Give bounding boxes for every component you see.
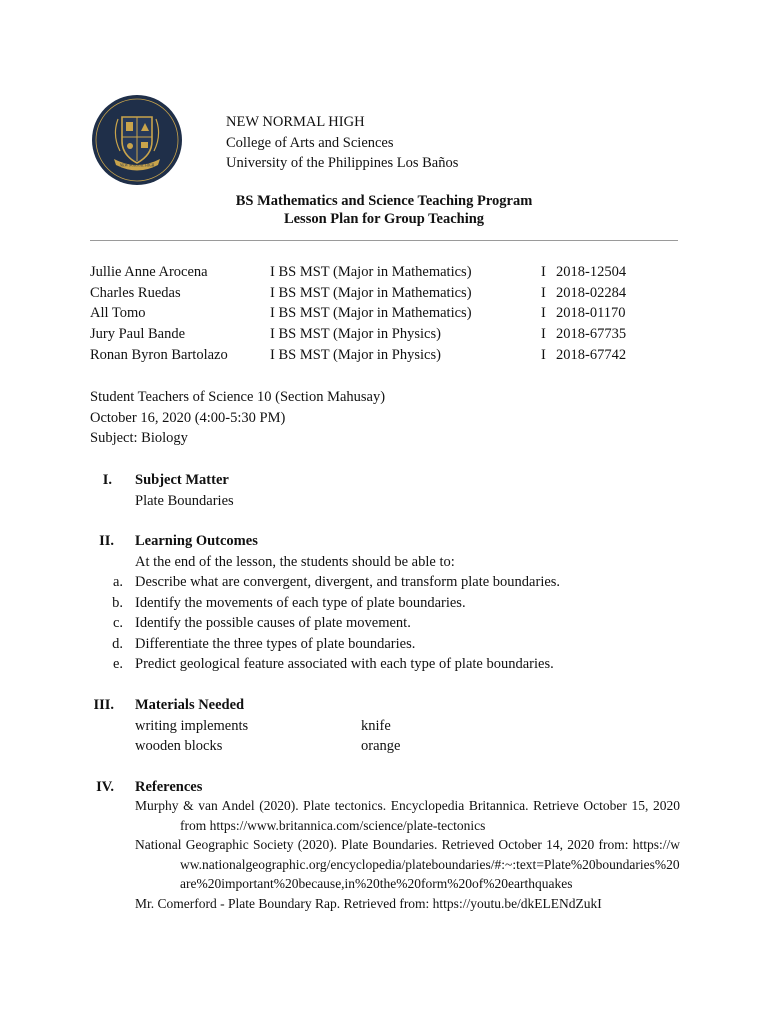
header-divider	[90, 240, 678, 241]
material-item: wooden blocks	[135, 738, 223, 754]
members-list	[90, 264, 690, 367]
member-name: Jullie Anne Arocena	[90, 264, 208, 280]
member-id: 2018-01170	[556, 305, 626, 322]
program-text: BS MST (Major in Physics)	[278, 346, 441, 363]
separator: I	[270, 326, 275, 343]
section-title: Materials Needed	[135, 697, 245, 713]
list-item	[112, 634, 695, 655]
separator: I	[270, 305, 275, 322]
list-item	[112, 654, 695, 675]
member-name: Ronan Byron Bartolazo	[90, 346, 228, 363]
separator: I	[541, 264, 546, 280]
reference-item: Murphy & van Andel (2020). Plate tectonics. Encyclopedia Britannica. Retrieve October 15, 2020 from https://www.britannica.com/science/plate-tectonics	[135, 798, 680, 833]
item-text: Identify the possible causes of plate movement.	[135, 615, 411, 631]
section-title: Learning Outcomes	[135, 533, 258, 549]
subject-line: Subject: Biology	[90, 430, 188, 446]
material-item: writing implements	[135, 717, 249, 734]
member-row	[90, 264, 690, 285]
program-text: BS MST (Major in Mathematics)	[278, 264, 472, 280]
section-number: II.	[99, 533, 114, 549]
college-name: College of Arts and Sciences	[226, 134, 394, 151]
section-number: I.	[102, 472, 112, 488]
material-item: orange	[361, 738, 401, 754]
item-text: Identify the movements of each type of plate boundaries.	[135, 594, 466, 611]
reference-item: Mr. Comerford - Plate Boundary Rap. Retrieved from: https://youtu.be/dkELENdZukI	[135, 895, 602, 911]
list-item	[112, 572, 695, 593]
separator: I	[270, 346, 275, 363]
section-body	[135, 716, 695, 757]
university-name: University of the Philippines Los Baños	[226, 155, 459, 171]
reference-item: National Geographic Society (2020). Plate Boundaries. Retrieved October 14, 2020 from: https://www.nationalgeographic.org/encyclopedia/plateboundaries/#:~:text=Plate%20boundaries%20are%20important%20because,in%20the%20form%20of%20earthquakes	[135, 837, 680, 891]
section-number: III.	[93, 697, 114, 713]
materials-row	[135, 736, 695, 757]
item-text: Predict geological feature associated with each type of plate boundaries.	[135, 656, 554, 672]
member-program	[270, 264, 472, 281]
member-program	[270, 285, 472, 302]
section-title: References	[135, 779, 203, 795]
item-letter: d.	[112, 635, 123, 652]
member-id: 2018-12504	[556, 264, 627, 280]
member-row	[90, 305, 690, 326]
item-letter: b.	[112, 594, 123, 611]
school-name: NEW NORMAL HIGH	[226, 114, 365, 130]
separator: I	[270, 264, 275, 280]
section-body: Plate Boundaries	[135, 492, 234, 509]
program-block	[90, 192, 678, 228]
member-id: 2018-67735	[556, 326, 627, 343]
member-program	[270, 326, 441, 343]
school-header	[226, 112, 458, 174]
school-logo	[92, 95, 182, 185]
member-program	[270, 305, 472, 322]
member-id: 2018-67742	[556, 346, 627, 363]
member-program	[270, 347, 441, 364]
separator: I	[541, 346, 546, 363]
program-title: BS Mathematics and Science Teaching Program	[235, 193, 533, 209]
item-text: Describe what are convergent, divergent, and transform plate boundaries.	[135, 574, 561, 590]
date-line: October 16, 2020 (4:00-5:30 PM)	[90, 409, 286, 426]
lesson-plan-title: Lesson Plan for Group Teaching	[283, 211, 485, 227]
section-title: Subject Matter	[135, 472, 229, 488]
references-list	[135, 796, 680, 913]
session-info	[90, 387, 385, 449]
separator: I	[270, 284, 275, 301]
separator: I	[541, 284, 546, 301]
program-text: BS MST (Major in Mathematics)	[278, 305, 472, 322]
svg-text:NEW NORMAL HIGH: NEW NORMAL HIGH	[119, 163, 155, 168]
material-item: knife	[361, 717, 391, 734]
outcomes-intro: At the end of the lesson, the students should be able to:	[135, 553, 455, 570]
member-name: Jury Paul Bande	[90, 326, 186, 343]
list-item	[112, 613, 695, 634]
student-teachers-line: Student Teachers of Science 10 (Section Mahusay)	[90, 389, 386, 405]
item-letter: c.	[112, 615, 123, 631]
section-number: IV.	[96, 779, 114, 795]
list-item	[112, 593, 695, 614]
item-text: Differentiate the three types of plate boundaries.	[135, 635, 416, 652]
item-letter: e.	[112, 656, 123, 672]
member-row	[90, 326, 690, 347]
member-row	[90, 347, 690, 368]
program-text: BS MST (Major in Mathematics)	[278, 284, 472, 301]
separator: I	[541, 326, 546, 343]
member-row	[90, 285, 690, 306]
section-body	[112, 552, 695, 675]
program-text: BS MST (Major in Physics)	[278, 326, 441, 343]
item-letter: a.	[112, 574, 123, 590]
separator: I	[541, 305, 546, 322]
member-name: All Tomo	[90, 305, 146, 322]
member-name: Charles Ruedas	[90, 284, 181, 301]
materials-row	[135, 716, 695, 737]
member-id: 2018-02284	[556, 284, 627, 301]
